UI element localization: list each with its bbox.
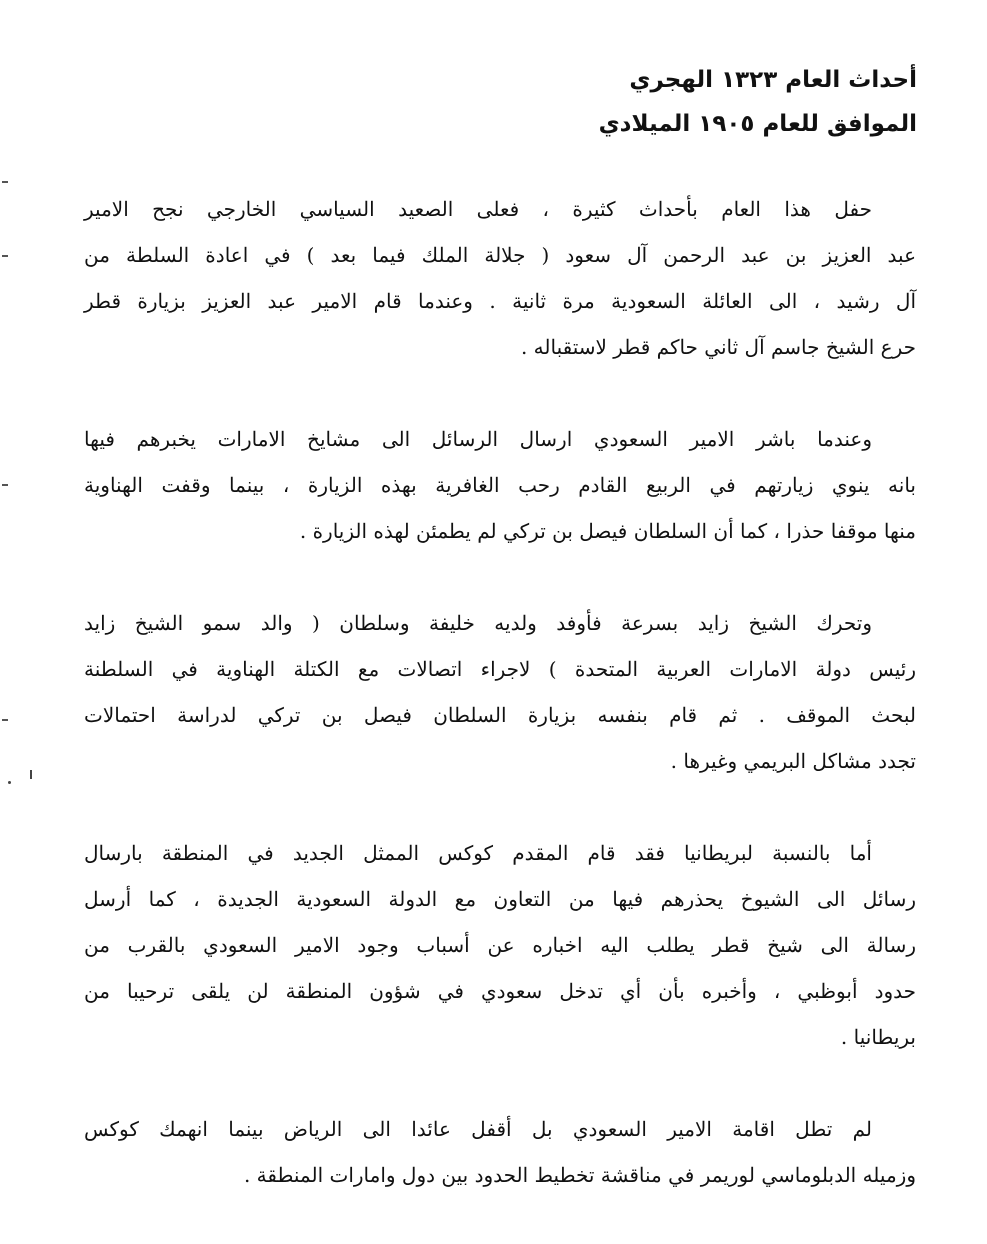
text-line: عبد العزيز بن عبد الرحمن آل سعود ( جلالة الملك فيما بعد ) في اعادة السلطة من [84,243,916,267]
paragraph [84,830,916,1060]
margin-mark [2,255,8,257]
text-line: آل رشيد ، الى العائلة السعودية مرة ثانية . وعندما قام الامير عبد العزيز بزيارة قطر [84,289,916,313]
paragraph [84,416,916,554]
document-body [84,186,916,1244]
text-line: حفل هذا العام بأحداث كثيرة ، فعلى الصعيد السياسي الخارجي نجح الامير [84,197,872,221]
text-line: لبحث الموقف . ثم قام بنفسه بزيارة السلطان فيصل بن تركي لدراسة احتمالات [84,703,916,727]
text-line: رسائل الى الشيوخ يحذرهم فيها من التعاون مع الدولة السعودية الجديدة ، كما أرسل [84,887,916,911]
document-heading [217,58,917,146]
margin-mark [2,719,8,721]
text-line: وعندما باشر الامير السعودي ارسال الرسائل الى مشايخ الامارات يخبرهم فيها [84,427,872,451]
margin-mark [2,484,8,486]
heading-hijri-year: أحداث العام ١٣٢٣ الهجري [629,67,917,93]
text-line: بريطانيا . [840,1025,916,1049]
paragraph [84,600,916,784]
text-line: وزميله الدبلوماسي لوريمر في مناقشة تخطيط الحدود بين دول وامارات المنطقة . [243,1163,916,1187]
margin-tick [30,770,32,779]
text-line: وتحرك الشيخ زايد بسرعة فأوفد ولديه خليفة وسلطان ( والد سمو الشيخ زايد [84,611,872,635]
text-line: رئيس دولة الامارات العربية المتحدة ) لاجراء اتصالات مع الكتلة الهناوية في السلطنة [84,657,916,681]
margin-dot [8,781,11,784]
text-line: تجدد مشاكل البريمي وغيرها . [670,749,916,773]
text-line: رسالة الى شيخ قطر يطلب اليه اخباره عن أسباب وجود الامير السعودي بالقرب من [84,933,916,957]
text-line: حدود أبوظبي ، وأخبره بأن أي تدخل سعودي في شؤون المنطقة لن يلقى ترحيبا من [84,979,916,1003]
text-line: حرع الشيخ جاسم آل ثاني حاكم قطر لاستقباله . [520,335,916,359]
paragraph [84,186,916,370]
paragraph [84,1106,916,1198]
text-line: أما بالنسبة لبريطانيا فقد قام المقدم كوكس الممثل الجديد في المنطقة بارسال [84,841,872,865]
text-line: لم تطل اقامة الامير السعودي بل أقفل عائدا الى الرياض بينما انهمك كوكس [84,1117,872,1141]
heading-gregorian-year: الموافق للعام ١٩٠٥ الميلادي [598,111,917,137]
text-line: بانه ينوي زيارتهم في الربيع القادم رحب الغافرية بهذه الزيارة ، بينما وقفت الهناوية [84,473,916,497]
margin-mark [2,181,8,183]
text-line: منها موقفا حذرا ، كما أن السلطان فيصل بن تركي لم يطمئن لهذه الزيارة . [299,519,916,543]
